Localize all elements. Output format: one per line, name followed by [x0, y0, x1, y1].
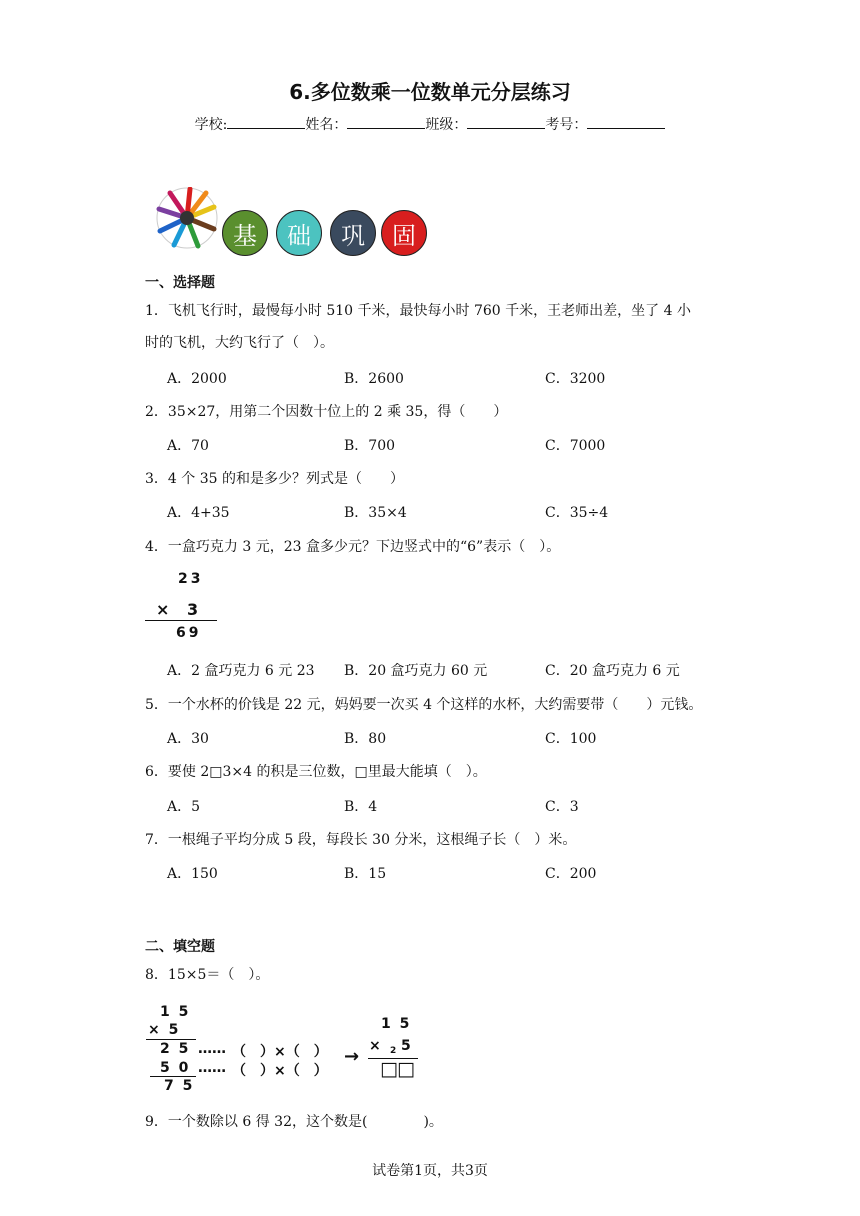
q5-option-c[interactable]: C．100: [545, 731, 597, 747]
class-label: 班级：: [425, 117, 468, 133]
q1-option-b[interactable]: B．2600: [344, 371, 404, 387]
question-3: 3．4 个 35 的和是多少？列式是（ ）: [145, 471, 404, 487]
calc-right-15: 1 5: [381, 1016, 412, 1032]
q4-option-b[interactable]: B．20 盒巧克力 60 元: [344, 663, 488, 679]
q2-option-b[interactable]: B．700: [344, 438, 396, 454]
school-blank[interactable]: [227, 114, 305, 129]
question-2: 2．35×27，用第二个因数十位上的 2 乘 35，得（ ）: [145, 404, 508, 420]
badge-gong: 巩: [330, 210, 376, 256]
page-title: 6.多位数乘一位数单元分层练习: [289, 80, 571, 104]
question-9: 9．一个数除以 6 得 32，这个数是( )。: [145, 1114, 443, 1130]
class-blank[interactable]: [467, 114, 545, 129]
calc-rule-1: [146, 1039, 196, 1040]
name-label: 姓名：: [305, 117, 348, 133]
calc-right-5: 5: [401, 1038, 411, 1054]
question-5: 5．一个水杯的价钱是 22 元，妈妈要一次买 4 个这样的水杯，大约需要带（ ）元钱。: [145, 697, 703, 713]
badge-ji: 基: [222, 210, 268, 256]
badge-chu: 础: [276, 210, 322, 256]
q4-option-c[interactable]: C．20 盒巧克力 6 元: [545, 663, 680, 679]
calc-row-75: 7 5: [164, 1078, 195, 1094]
exam-no-blank[interactable]: [587, 114, 665, 129]
q6-option-c[interactable]: C．3: [545, 799, 579, 815]
q2-option-c[interactable]: C．7000: [545, 438, 606, 454]
q4-vertical-multiplier: × 3: [156, 600, 205, 619]
q3-option-a[interactable]: A．4+35: [167, 505, 230, 521]
q7-option-a[interactable]: A．150: [167, 866, 218, 882]
q7-option-c[interactable]: C．200: [545, 866, 597, 882]
name-blank[interactable]: [347, 114, 425, 129]
q4-option-a[interactable]: A．2 盒巧克力 6 元 23: [167, 663, 315, 679]
question-4: 4．一盒巧克力 3 元，23 盒多少元？下边竖式中的“6”表示（ ）。: [145, 539, 561, 555]
q7-option-b[interactable]: B．15: [344, 866, 387, 882]
calc-dots-1: ……: [198, 1041, 226, 1057]
q2-option-a[interactable]: A．70: [167, 438, 209, 454]
question-1-line2: 时的飞机，大约飞行了（ ）。: [145, 335, 334, 351]
calc-rule-2: [150, 1076, 196, 1077]
pencils-icon: [156, 187, 218, 249]
calc-row-25: 2 5: [160, 1041, 191, 1057]
q3-option-c[interactable]: C．35÷4: [545, 505, 609, 521]
question-7: 7．一根绳子平均分成 5 段，每段长 30 分米，这根绳子长（ ）米。: [145, 832, 577, 848]
calc-row-50: 5 0: [160, 1060, 191, 1076]
calc-paren-1[interactable]: （ ）×（ ）: [232, 1044, 328, 1060]
badge-gu: 固: [381, 210, 427, 256]
section-title-choice: 一、选择题: [145, 275, 215, 291]
q4-vertical-rule: [145, 620, 217, 621]
q1-option-c[interactable]: C．3200: [545, 371, 606, 387]
calc-answer-boxes[interactable]: □□: [380, 1058, 414, 1080]
q5-option-a[interactable]: A．30: [167, 731, 209, 747]
calc-right-carry: 2: [390, 1046, 397, 1056]
calc-paren-2[interactable]: （ ）×（ ）: [232, 1063, 328, 1079]
calc-dots-2: ……: [198, 1060, 226, 1076]
student-info-line: [0, 114, 860, 134]
question-1-line1: 1．飞机飞行时，最慢每小时 510 千米，最快每小时 760 千米，王老师出差，坐了 4 小: [145, 303, 691, 319]
section-title-fill: 二、填空题: [145, 939, 215, 955]
q4-vertical-top: 23: [178, 571, 204, 587]
question-6: 6．要使 2□3×4 的积是三位数，□里最大能填（ ）。: [145, 764, 487, 780]
school-label: 学校:: [194, 117, 228, 133]
question-8: 8．15×5＝（ ）。: [145, 967, 270, 983]
q4-vertical-result: 69: [176, 625, 202, 641]
page-footer: 试卷第1页，共3页: [372, 1163, 488, 1179]
q6-option-b[interactable]: B．4: [344, 799, 378, 815]
arrow-icon: →: [344, 1046, 360, 1067]
q3-option-b[interactable]: B．35×4: [344, 505, 407, 521]
calc-row-15: 1 5: [160, 1004, 191, 1020]
calc-right-times: ×: [369, 1038, 381, 1054]
q5-option-b[interactable]: B．80: [344, 731, 387, 747]
q6-option-a[interactable]: A．5: [167, 799, 201, 815]
calc-row-x5: × 5: [148, 1022, 181, 1038]
q1-option-a[interactable]: A．2000: [167, 371, 227, 387]
exam-no-label: 考号：: [545, 117, 588, 133]
